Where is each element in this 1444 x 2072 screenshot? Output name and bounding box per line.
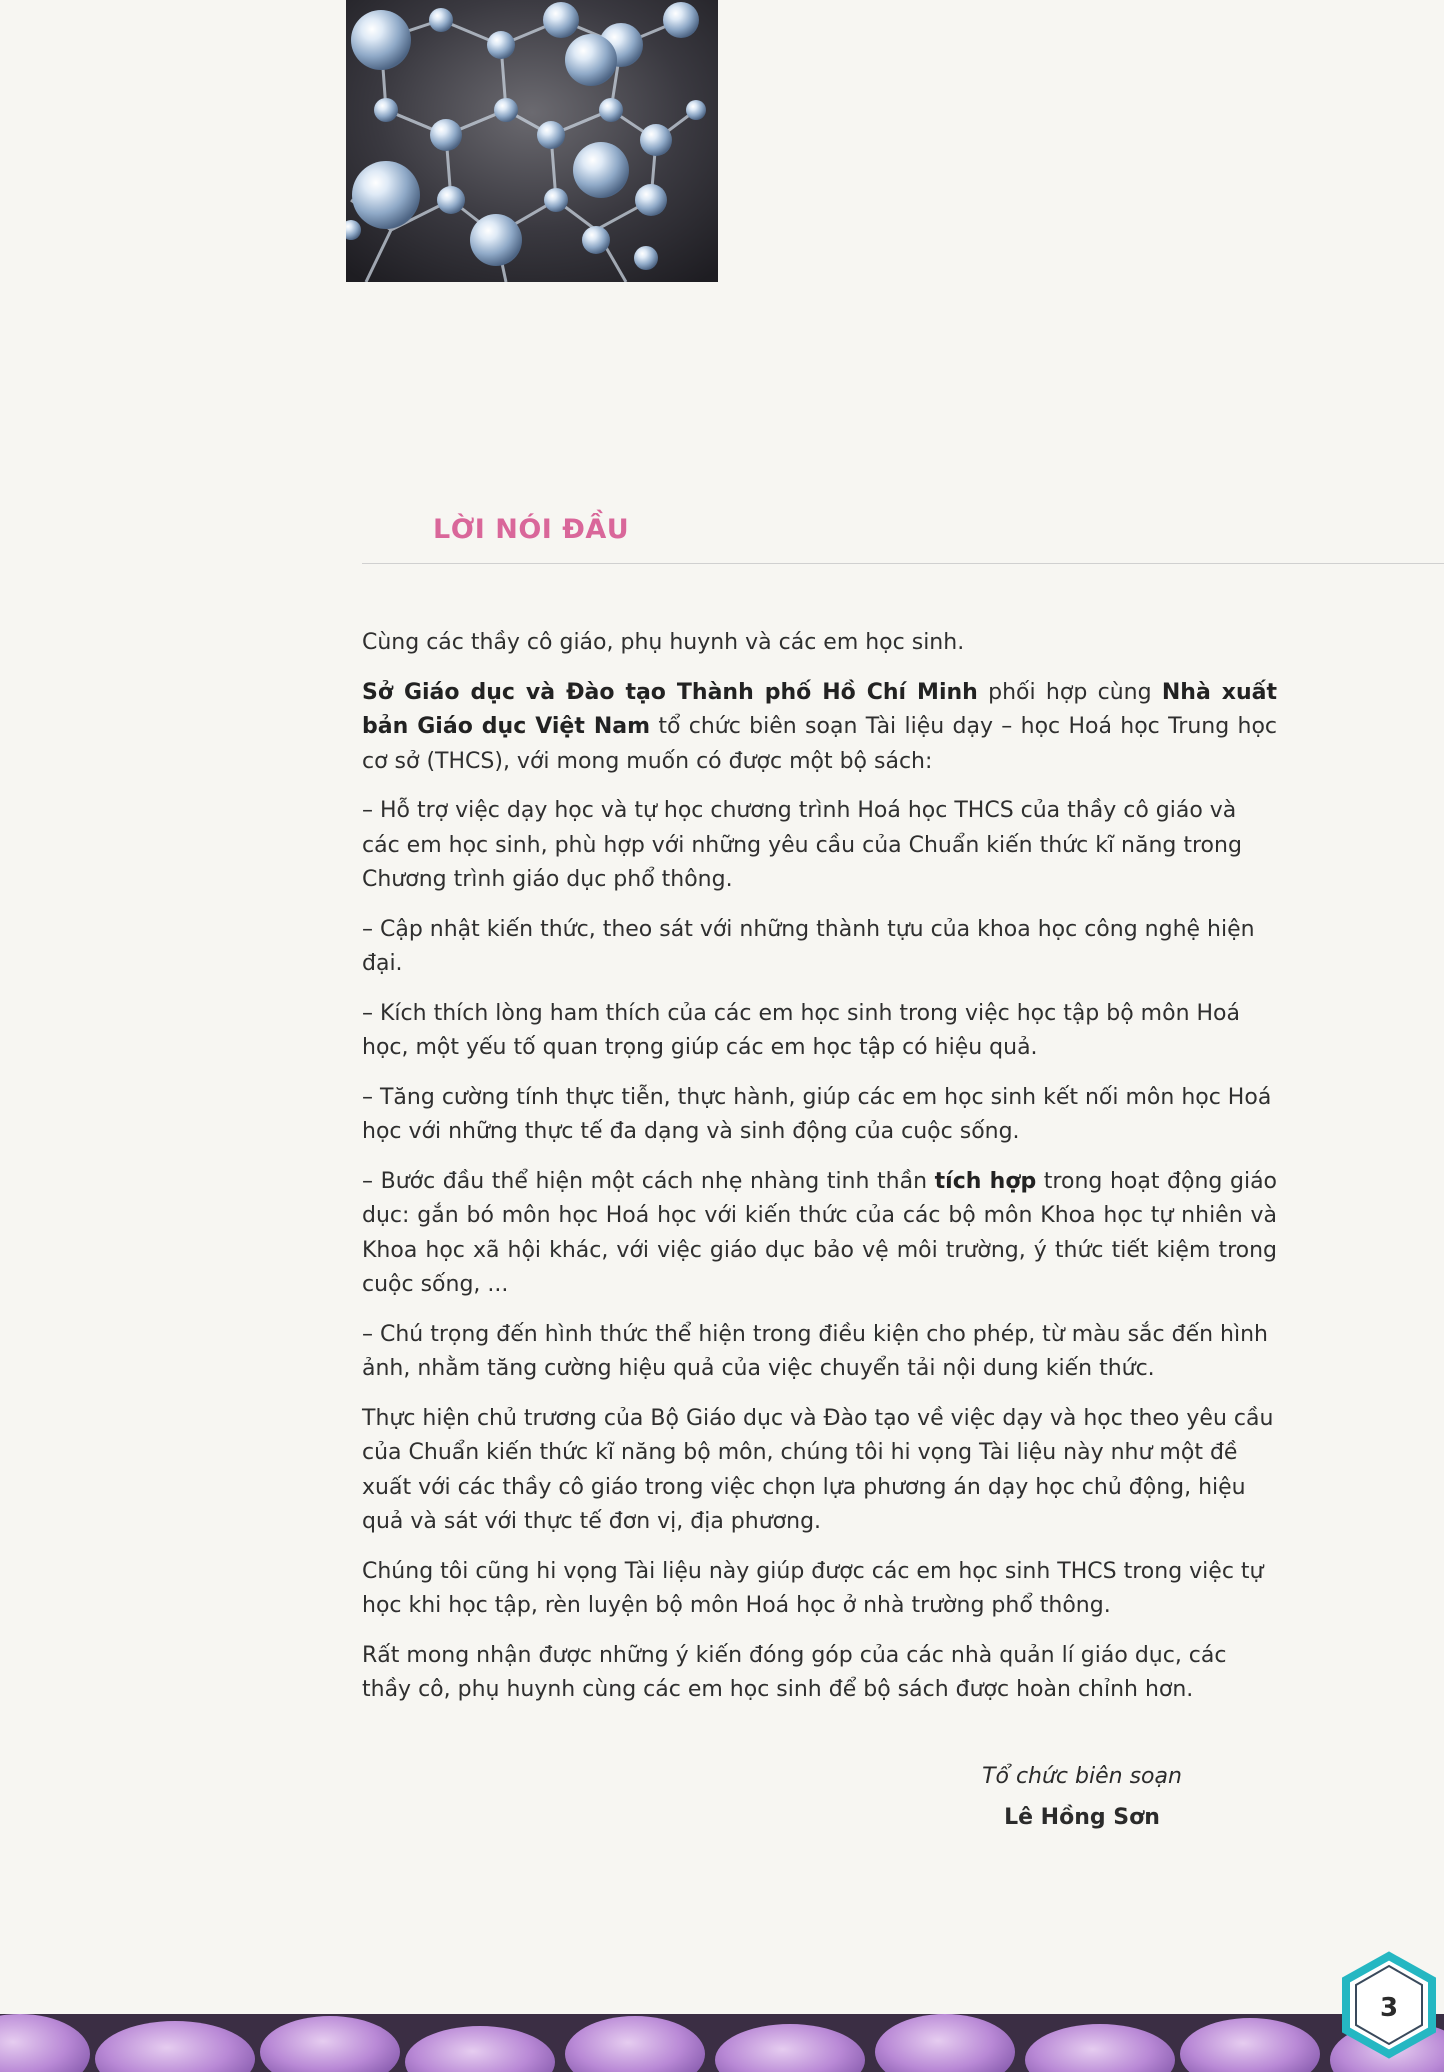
page-number: 3 [1379,1993,1399,2023]
intro-rest: tổ chức biên soạn Tài liệu dạy – học Hoá học Trung học cơ sở (THCS), với mong muốn có được một bộ sách: [362,714,1278,774]
disc-pattern [0,2014,1444,2072]
hexagon-icon [1334,1950,1444,2060]
intro-paragraph [362,676,1277,780]
signature-block [972,1756,1192,1838]
molecule-hero-image [346,0,718,282]
bullet-text: – Bước đầu thể hiện một cách nhẹ nhàng tinh thần [362,1168,935,1194]
bullet-item [362,1165,1277,1303]
preface-body [362,626,1277,1723]
bullet-item: – Hỗ trợ việc dạy học và tự học chương trình Hoá học THCS của thầy cô giáo và các em học sinh, phù hợp với những yêu cầu của Chuẩn kiến thức kĩ năng trong Chương trình giáo dục phổ thông. [362,798,1242,892]
bullet-item: – Tăng cường tính thực tiễn, thực hành, giúp các em học sinh kết nối môn học Hoá học với những thực tế đa dạng và sinh động của cuộc sống. [362,1084,1272,1144]
hope-paragraph: Chúng tôi cũng hi vọng Tài liệu này giúp được các em học sinh THCS trong việc tự học khi học tập, rèn luyện bộ môn Hoá học ở nhà trường phổ thông. [362,1558,1264,1618]
bullet-item: – Cập nhật kiến thức, theo sát với những thành tựu của khoa học công nghệ hiện đại. [362,916,1255,976]
greeting-paragraph: Cùng các thầy cô giáo, phụ huynh và các em học sinh. [362,630,965,655]
page-title: LỜI NÓI ĐẦU [433,514,630,545]
heading-divider [362,563,1444,564]
bullet-bold-term: tích hợp [934,1168,1037,1194]
intro-connector: phối hợp cùng [977,679,1162,705]
molecule-illustration [346,0,718,282]
org-name-hcmc-education: Sở Giáo dục và Đào tạo Thành phố Hồ Chí Minh [362,679,978,705]
policy-paragraph: Thực hiện chủ trương của Bộ Giáo dục và Đào tạo về việc dạy và học theo yêu cầu của Chuẩn kiến thức kĩ năng bộ môn, chúng tôi hi vọng Tài liệu này như một đề xuất với các thầy cô giáo trong việc chọn lựa phương án dạy học chủ động, hiệu quả và sát với thực tế đơn vị, địa phương. [362,1405,1274,1534]
signature-author: Lê Hồng Sơn [1004,1805,1160,1830]
bullet-item: – Kích thích lòng ham thích của các em học sinh trong việc học tập bộ môn Hoá học, một yếu tố quan trọng giúp các em học tập có hiệu quả. [362,1000,1240,1060]
signature-role: Tổ chức biên soạn [982,1764,1182,1789]
org-name-publisher: Nhà xuất bản Giáo dục Việt Nam [362,679,1277,739]
bullet-text: trong hoạt động giáo dục: gắn bó môn học Hoá học với kiến thức của các bộ môn Khoa học tự nhiên và Khoa học xã hội khác, với việc giáo dục bảo vệ môi trường, ý thức tiết kiệm trong cuộc sống, ... [362,1168,1278,1297]
bullet-item: – Chú trọng đến hình thức thể hiện trong điều kiện cho phép, từ màu sắc đến hình ảnh, nhằm tăng cường hiệu quả của việc chuyển tải nội dung kiến thức. [362,1321,1268,1381]
page-number-badge [1334,1950,1444,2060]
decorative-bottom-band [0,2014,1444,2072]
feedback-paragraph: Rất mong nhận được những ý kiến đóng góp của các nhà quản lí giáo dục, các thầy cô, phụ huynh cùng các em học sinh để bộ sách được hoàn chỉnh hơn. [362,1642,1227,1702]
